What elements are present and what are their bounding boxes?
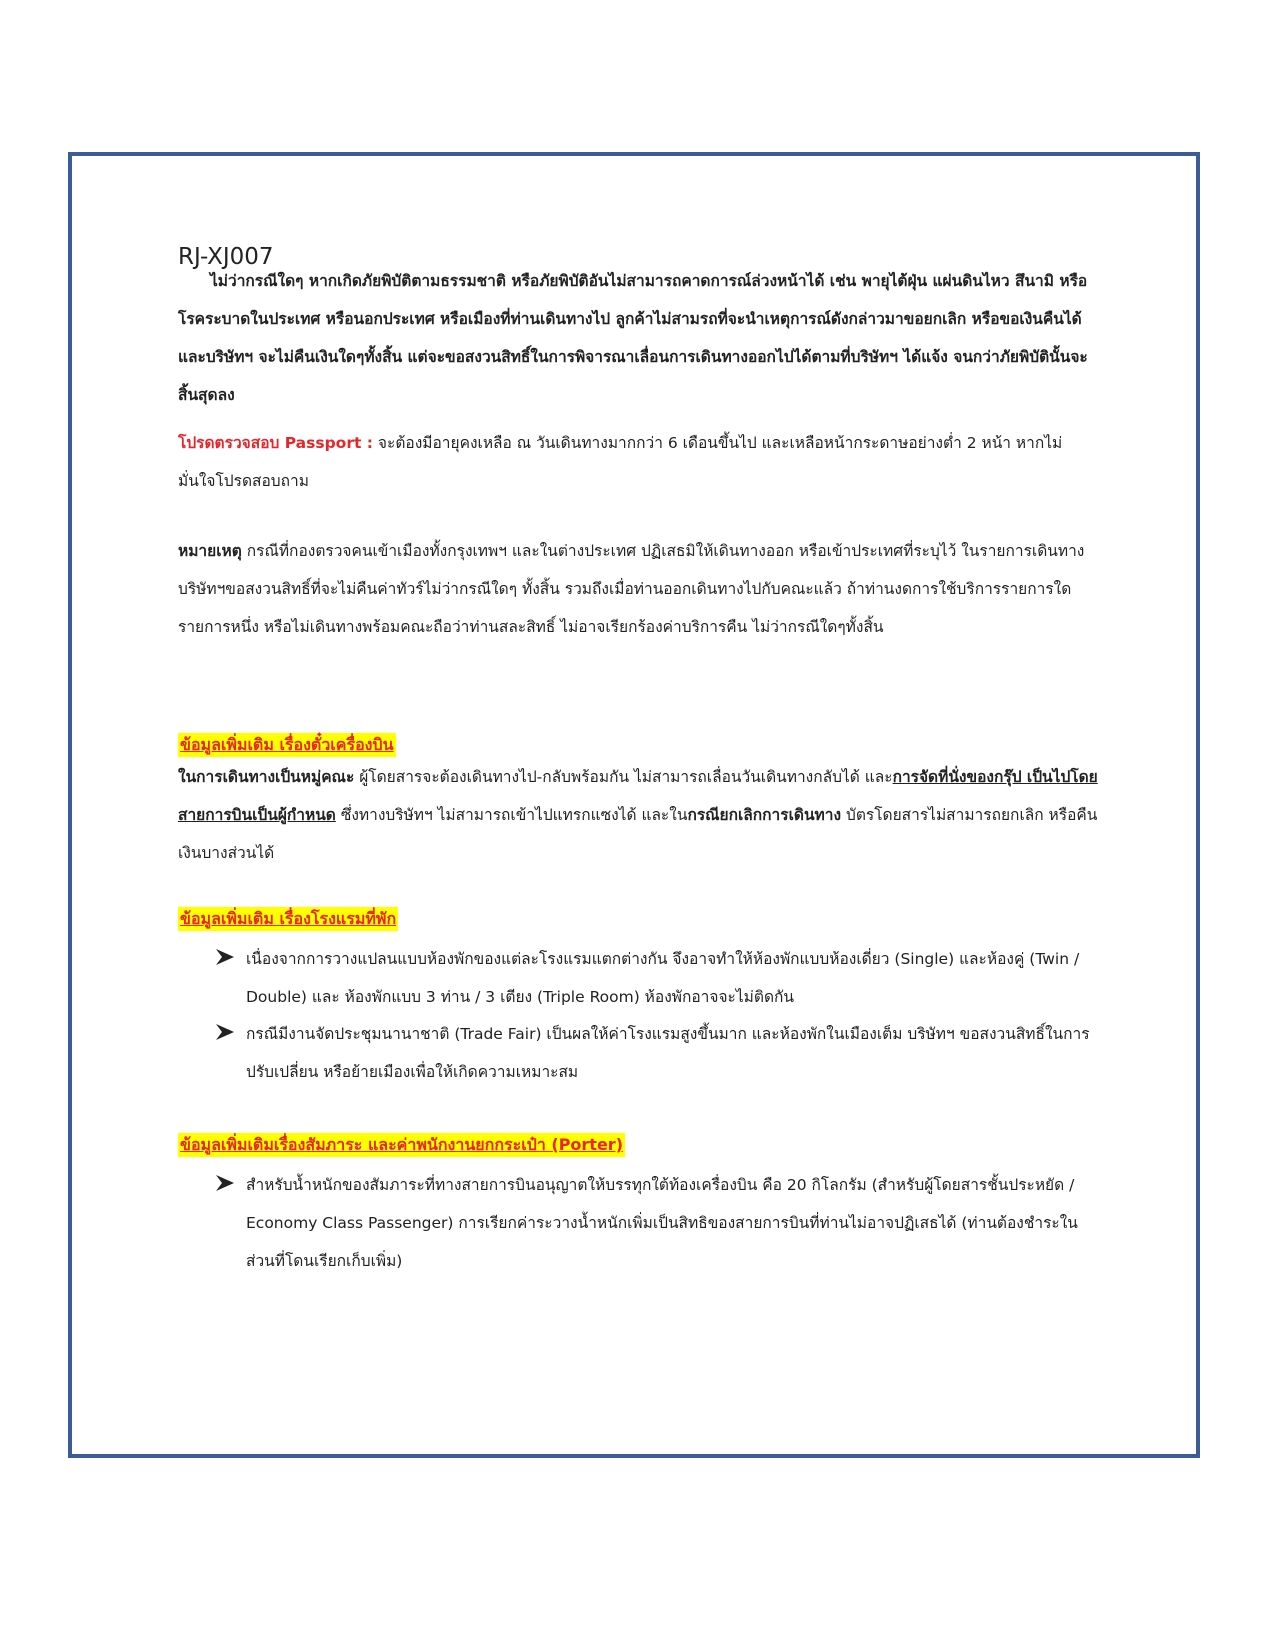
arrow-bullet-icon <box>214 1021 236 1043</box>
ticket-cancel-label: กรณียกเลิกการเดินทาง <box>687 806 842 824</box>
hotel-bullet-2: กรณีมีงานจัดประชุมนานาชาติ (Trade Fair) เป็นผลให้ค่าโรงแรมสูงขึ้นมาก และห้องพักในเมืองเต็ม บริษัทฯ ขอสงวนสิทธิ์ในการปรับเปลี่ยน หรือย้ายเมืองเพื่อให้เกิดความเหมาะสม <box>246 1025 1090 1081</box>
remark-text: กรณีที่กองตรวจคนเข้าเมืองทั้งกรุงเทพฯ และในต่างประเทศ ปฏิเสธมิให้เดินทางออก หรือเข้าประเทศที่ระบุไว้ ในรายการเดินทาง บริษัทฯขอสงวนสิทธิ์ที่จะไม่คืนค่าทัวร์ไม่ว่ากรณีใดๆ ทั้งสิ้น รวมถึงเมื่อท่านออกเดินทางไปกับคณะแล้ว ถ้าท่านงดการใช้บริการรายการใดรายการหนึ่ง หรือไม่เดินทางพร้อมคณะถือว่าท่านสละสิทธิ์ ไม่อาจเรียกร้องค่าบริการคืน ไม่ว่ากรณีใดๆทั้งสิ้น <box>178 542 1085 636</box>
baggage-bullet-1: สำหรับน้ำหนักของสัมภาระที่ทางสายการบินอนุญาตให้บรรทุกใต้ท้องเครื่องบิน คือ 20 กิโลกรัม (สำหรับผู้โดยสารชั้นประหยัด / Economy Class Passenger) การเรียกค่าระวางน้ำหนักเพิ่มเป็นสิทธิของสายการบินที่ท่านไม่อาจปฏิเสธได้ (ท่านต้องชำระในส่วนที่โดนเรียกเก็บเพิ่ม) <box>246 1176 1078 1270</box>
ticket-text-1: ผู้โดยสารจะต้องเดินทางไป-กลับพร้อมกัน ไม่สามารถเลื่อนวันเดินทางกลับได้ และ <box>354 768 893 786</box>
ticket-paragraph <box>178 758 1098 872</box>
hotel-bullet-1: เนื่องจากการวางแปลนแบบห้องพักของแต่ละโรงแรมแตกต่างกัน จึงอาจทำให้ห้องพักแบบห้องเดี่ยว (Single) และห้องคู่ (Twin / Double) และ ห้องพักแบบ 3 ท่าน / 3 เตียง (Triple Room) ห้องพักอาจจะไม่ติดกัน <box>246 950 1080 1006</box>
ticket-heading: ข้อมูลเพิ่มเติม เรื่องตั๋วเครื่องบิน <box>178 733 396 757</box>
ticket-group-travel: ในการเดินทางเป็นหมู่คณะ <box>178 768 355 786</box>
ticket-seating-note: การจัดที่นั่งของกรุ๊ป เป็นไปโดยสายการบินเป็นผู้กำหนด <box>178 768 1098 824</box>
ticket-text-2: ซึ่งทางบริษัทฯ ไม่สามารถเข้าไปแทรกแซงได้ และใน <box>335 806 688 824</box>
passport-text: จะต้องมีอายุคงเหลือ ณ วันเดินทางมากกว่า 6 เดือนขึ้นไป และเหลือหน้ากระดาษอย่างต่ำ 2 หน้า หากไม่มั่นใจโปรดสอบถาม <box>178 434 1063 490</box>
remark-notice <box>178 532 1098 646</box>
disaster-notice: ไม่ว่ากรณีใดๆ หากเกิดภัยพิบัติตามธรรมชาติ หรือภัยพิบัติอันไม่สามารถคาดการณ์ล่วงหน้าได้ เช่น พายุไต้ฝุ่น แผ่นดินไหว สึนามิ หรือโรคระบาดในประเทศ หรือนอกประเทศ หรือเมืองที่ท่านเดินทางไป ลูกค้าไม่สามรถที่จะนำเหตุการณ์ดังกล่าวมาขอยกเลิก หรือขอเงินคืนได้ และบริษัทฯ จะไม่คืนเงินใดๆทั้งสิ้น แต่จะขอสงวนสิทธิ์ในการพิจารณาเลื่อนการเดินทางออกไปได้ตามที่บริษัทฯ ได้แจ้ง จนกว่าภัยพิบัตินั้นจะสิ้นสุดลง <box>178 272 1088 404</box>
arrow-bullet-icon <box>214 946 236 968</box>
passport-label: โปรดตรวจสอบ Passport : <box>178 434 373 452</box>
remark-label: หมายเหตุ <box>178 542 242 560</box>
hotel-heading: ข้อมูลเพิ่มเติม เรื่องโรงแรมที่พัก <box>178 907 398 931</box>
tour-code: RJ-XJ007 <box>178 244 274 270</box>
ticket-text-3: บัตรโดยสารไม่สามารถยกเลิก หรือคืนเงินบางส่วนได้ <box>178 806 1098 862</box>
passport-notice <box>178 424 1098 500</box>
arrow-bullet-icon <box>214 1172 236 1194</box>
baggage-heading: ข้อมูลเพิ่มเติมเรื่องสัมภาระ และค่าพนักงานยกกระเป๋า (Porter) <box>178 1133 625 1157</box>
